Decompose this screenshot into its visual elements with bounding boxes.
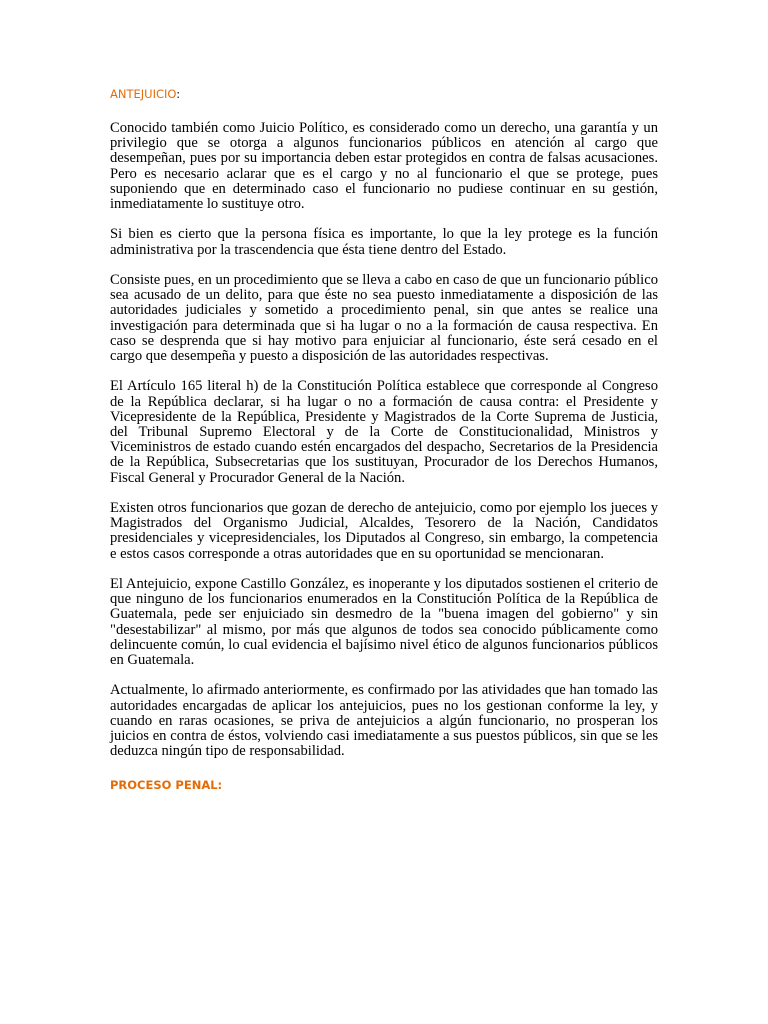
paragraph: El Antejuicio, expone Castillo González, es inoperante y los diputados sostienen el criterio de que ninguno de los funcionarios enumerados en la Constitución Política de la República de Guatemala, pede ser enjuiciado sin desmedro de la "buena imagen del gobierno" y sin "desestabilizar" al mismo, por más que algunos de todos sea conocido públicamente como delincuente común, lo cual evidencia el bajísimo nivel ético de algunos funcionarios públicos en Guatemala. — [110, 576, 658, 669]
paragraph: Consiste pues, en un procedimiento que se lleva a cabo en caso de que un funcionario público sea acusado de un delito, para que éste no sea puesto inmediatamente a disposición de las autoridades judiciales y sometido a procedimiento penal, sin que antes se realice una investigación para determinada que si ha lugar o no a la formación de causa respectiva. En caso se desprenda que si hay motivo para enjuiciar al funcionario, éste será cesado en el cargo que desempeña y puesto a disposición de las autoridades respectivas. — [110, 272, 658, 365]
paragraph: Conocido también como Juicio Político, es considerado como un derecho, una garantía y un privilegio que se otorga a algunos funcionarios públicos en atención al cargo que desempeñan, pues por su importancia deben estar protegidos en contra de falsas acusaciones. Pero es necesario aclarar que es el cargo y no al funcionario el que se protege, pues suponiendo que en determinado caso el funcionario no pudiese continuar en su gestión, inmediatamente lo sustituye otro. — [110, 120, 658, 213]
section-heading-antejuicio — [110, 84, 658, 104]
section-heading-text: ANTEJUICIO — [110, 87, 177, 101]
section-heading-proceso-penal: PROCESO PENAL: — [110, 777, 223, 792]
paragraph: El Artículo 165 literal h) de la Constitución Política establece que corresponde al Congreso de la República declarar, si ha lugar o no a formación de causa contra: el Presidente y Vicepresidente de la República, Presidente y Magistrados de la Corte Suprema de Justicia, del Tribunal Supremo Electoral y de la Corte de Constitucionalidad, Ministros y Viceministros de estado cuando estén encargados del despacho, Secretarios de la Presidencia de la República, Subsecretarias que los sustituyan, Procurador de los Derechos Humanos, Fiscal General y Procurador General de la Nación. — [110, 378, 658, 486]
paragraph: Actualmente, lo afirmado anteriormente, es confirmado por las atividades que han tomado las autoridades encargadas de aplicar los antejuicios, pues no los gestionan conforme la ley, y cuando en raras ocasiones, se priva de antejuicios a algún funcionario, no prosperan los juicios en contra de éstos, volviendo casi imediatamente a sus puestos públicos, sin que se les deduzca ningún tipo de responsabilidad. — [110, 682, 658, 760]
paragraph: Si bien es cierto que la persona física es importante, lo que la ley protege es la función administrativa por la trascendencia que ésta tiene dentro del Estado. — [110, 226, 658, 258]
section-heading-colon: : — [176, 87, 181, 101]
paragraph: Existen otros funcionarios que gozan de derecho de antejuicio, como por ejemplo los jueces y Magistrados del Organismo Judicial, Alcaldes, Tesorero de la Nación, Candidatos presidenciales y vicepresidenciales, los Diputados al Congreso, sin embargo, la competencia e estos casos corresponde a otras autoridades que en su oportunidad se mencionaran. — [110, 500, 658, 562]
